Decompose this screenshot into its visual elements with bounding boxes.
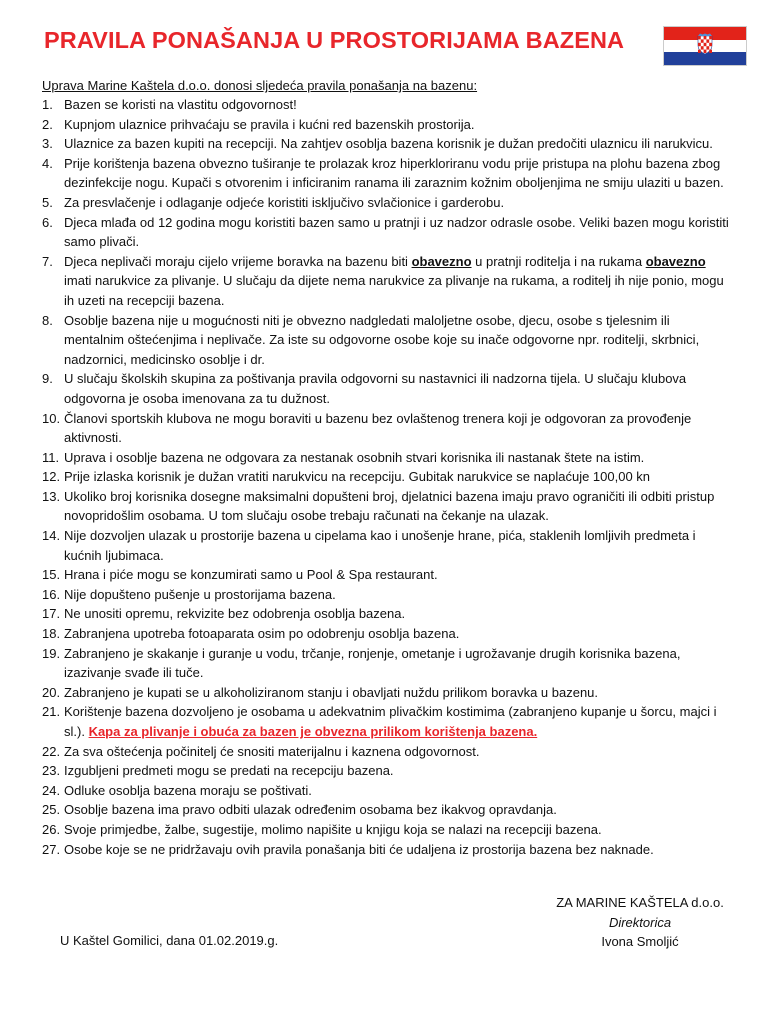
- rule-text: Hrana i piće mogu se konzumirati samo u Pool & Spa restaurant.: [64, 567, 438, 583]
- rule-item: [42, 624, 732, 644]
- rule-number: 26.: [42, 821, 61, 837]
- rule-item: [42, 252, 732, 311]
- rule-number: 9.: [42, 371, 53, 387]
- rule-text: Nije dozvoljen ulazak u prostorije bazena u cipelama kao i unošenje hrane, pića, staklenih lomljivih predmeta i kućnih ljubimaca.: [64, 528, 696, 563]
- rule-text: Odluke osoblja bazena moraju se poštivati.: [64, 782, 312, 798]
- rule-number: 19.: [42, 645, 61, 661]
- rule-text-part: Korištenje bazena dozvoljeno je osobama u adekvatnim plivačkim kostimima (zabranjeno kupanje u šorcu, majci i sl.).: [64, 704, 717, 739]
- rule-number: 17.: [42, 606, 61, 622]
- rule-number: 13.: [42, 488, 61, 504]
- rule-text: Izgubljeni predmeti mogu se predati na recepciju bazena.: [64, 763, 394, 779]
- rule-number: 22.: [42, 743, 61, 759]
- page-title: PRAVILA PONAŠANJA U PROSTORIJAMA BAZENA: [44, 27, 625, 53]
- rule-emphasis-text: obavezno: [645, 253, 706, 269]
- rule-text: Djeca mlađa od 12 godina mogu koristiti bazen samo u pratnji i uz nadzor odrasle osobe. Veliki bazen mogu koristiti samo plivači.: [64, 214, 729, 250]
- rule-number: 15.: [42, 567, 61, 583]
- rule-item: [42, 487, 732, 526]
- rule-text: Ne unositi opremu, rekvizite bez odobrenja osoblja bazena.: [64, 606, 406, 622]
- rule-item: [42, 448, 732, 468]
- rule-item: [42, 585, 732, 605]
- rule-text-part: u pratnji roditelja i na rukama: [471, 253, 646, 269]
- rule-number: 8.: [42, 312, 53, 328]
- rule-text: Zabranjeno je kupati se u alkoholiziranom stanju i obavljati nuždu prilikom boravka u bazenu.: [64, 684, 599, 700]
- rule-text: Osoblje bazena ima pravo odbiti ulazak određenim osobama bez ikakvog opravdanja.: [64, 802, 557, 818]
- rule-number: 5.: [42, 194, 53, 210]
- rule-number: 27.: [42, 841, 61, 857]
- rule-number: 16.: [42, 586, 61, 602]
- rule-text: Kupnjom ulaznice prihvaćaju se pravila i kućni red bazenskih prostorija.: [64, 116, 475, 132]
- rule-item: [42, 820, 732, 840]
- rule-number: 21.: [42, 704, 61, 720]
- rule-item: [42, 761, 732, 781]
- rule-item: [42, 742, 732, 762]
- signature-company: ZA MARINE KAŠTELA d.o.o.: [556, 895, 724, 910]
- rule-item: [42, 800, 732, 820]
- signature-name: Ivona Smoljić: [601, 934, 679, 950]
- rule-number: 14.: [42, 528, 61, 544]
- rule-item: [42, 193, 732, 213]
- rule-number: 11.: [42, 449, 60, 465]
- croatian-flag-icon: [663, 26, 747, 66]
- rule-item: [42, 840, 732, 860]
- rule-text: Članovi sportskih klubova ne mogu boraviti u bazenu bez ovlaštenog trenera koji je odgovoran za provođenje aktivnosti.: [64, 410, 692, 446]
- rule-text: [64, 252, 732, 311]
- rule-item: [42, 526, 732, 565]
- rule-text: U slučaju školskih skupina za poštivanja pravila odgovorni su nastavnici ili nadzorna tijela. U slučaju klubova odgovorna je osoba imenovana za tu dužnost.: [64, 371, 687, 406]
- rule-item: [42, 409, 732, 448]
- rules-list: [42, 95, 732, 859]
- rule-number: 25.: [42, 802, 61, 818]
- rule-item: [42, 311, 732, 370]
- coat-of-arms-icon: [697, 33, 713, 55]
- signature-block: [520, 893, 760, 952]
- rule-text: Prije korištenja bazena obvezno tuširanje te prolazak kroz hiperkloriranu vodu prije pristupa na plohu bazena zbog dezinfekcije nogu. Kupači s otvorenim i inficiranim ranama ili zaraznim kožnim oboljenjima ne smiju ulaziti u bazen.: [64, 155, 724, 191]
- rule-item: [42, 565, 732, 585]
- rule-item: [42, 683, 732, 703]
- rule-number: 3.: [42, 136, 53, 152]
- intro-text: Uprava Marine Kaštela d.o.o. donosi sljedeća pravila ponašanja na bazenu:: [42, 78, 478, 93]
- rule-number: 10.: [42, 410, 61, 426]
- rule-number: 12.: [42, 469, 61, 485]
- rule-number: 18.: [42, 626, 61, 642]
- rule-item: [42, 115, 732, 135]
- rule-number: 23.: [42, 763, 61, 779]
- rule-number: 20.: [42, 684, 61, 700]
- rule-item: [42, 467, 732, 487]
- rule-text: Osobe koje se ne pridržavaju ovih pravila ponašanja biti će udaljena iz prostorija bazena bez naknade.: [64, 841, 654, 857]
- rule-item: [42, 154, 732, 193]
- rule-number: 1.: [42, 97, 53, 112]
- rule-item: [42, 213, 732, 252]
- rule-number: 4.: [42, 155, 53, 171]
- rule-item: [42, 702, 732, 741]
- rule-item: [42, 95, 732, 115]
- rule-item: [42, 134, 732, 154]
- rule-emphasis-text: obavezno: [411, 253, 472, 269]
- rule-number: 2.: [42, 116, 53, 132]
- rule-text: Svoje primjedbe, žalbe, sugestije, molimo napišite u knjigu koja se nalazi na recepciji bazena.: [64, 821, 602, 837]
- rule-warning-text: Kapa za plivanje i obuća za bazen je obvezna prilikom korištenja bazena.: [88, 724, 538, 739]
- rule-text: Zabranjena upotreba fotoaparata osim po odobrenju osoblja bazena.: [64, 626, 460, 642]
- rule-text: Bazen se koristi na vlastitu odgovornost!: [64, 97, 297, 112]
- rule-item: [42, 369, 732, 408]
- rule-number: 6.: [42, 214, 53, 230]
- rule-text-part: imati narukvice za plivanje. U slučaju da dijete nema narukvice za plivanje na rukama, a roditelj ih nije ponio, mogu ih uzeti na recepciji bazena.: [64, 273, 724, 308]
- rule-item: [42, 604, 732, 624]
- rule-text: [64, 702, 732, 741]
- rule-item: [42, 644, 732, 683]
- rule-text: Uprava i osoblje bazena ne odgovara za nestanak osobnih stvari korisnika ili nastanak štete na istim.: [64, 449, 645, 465]
- rule-number: 7.: [42, 253, 53, 269]
- rule-item: [42, 781, 732, 801]
- rule-text: Ukoliko broj korisnika dosegne maksimalni dopušteni broj, djelatnici bazena imaju pravo ograničiti ili odbiti pristup novopridošlim osobama. U tom slučaju osobe trebaju računati na čekanje na ulazak.: [64, 488, 715, 524]
- signature-role: Direktorica: [608, 914, 672, 930]
- rule-number: 24.: [42, 782, 61, 798]
- rule-text: Osoblje bazena nije u mogućnosti niti je obvezno nadgledati maloljetne osobe, djecu, osobe s tjelesnim ili mentalnim oštećenjima i neplivače. Za iste su odgovorne osobe koje su inače odgovorne npr. roditelji, skrbnici, nadzornici, medicinsko osoblje i dr.: [64, 312, 700, 367]
- rule-text: Nije dopušteno pušenje u prostorijama bazena.: [64, 586, 336, 602]
- rule-text: Za sva oštećenja počinitelj će snositi materijalnu i kaznena odgovornost.: [64, 743, 480, 759]
- rule-text: Ulaznice za bazen kupiti na recepciji. Na zahtjev osoblja bazena korisnik je dužan predočiti ulaznicu ili narukvicu.: [64, 136, 713, 152]
- rule-text: Zabranjeno je skakanje i guranje u vodu, trčanje, ronjenje, ometanje i ugrožavanje drugih korisnika bazena, izazivanje svađe ili tuče.: [64, 645, 681, 681]
- rule-text: Prije izlaska korisnik je dužan vratiti narukvicu na recepciju. Gubitak narukvice se naplaćuje 100,00 kn: [64, 469, 651, 485]
- place-date: U Kaštel Gomilici, dana 01.02.2019.g.: [60, 933, 279, 948]
- rule-text-part: Djeca neplivači moraju cijelo vrijeme boravka na bazenu biti: [64, 253, 412, 269]
- rule-text: Za presvlačenje i odlaganje odjeće koristiti isključivo svlačionice i garderobu.: [64, 194, 505, 210]
